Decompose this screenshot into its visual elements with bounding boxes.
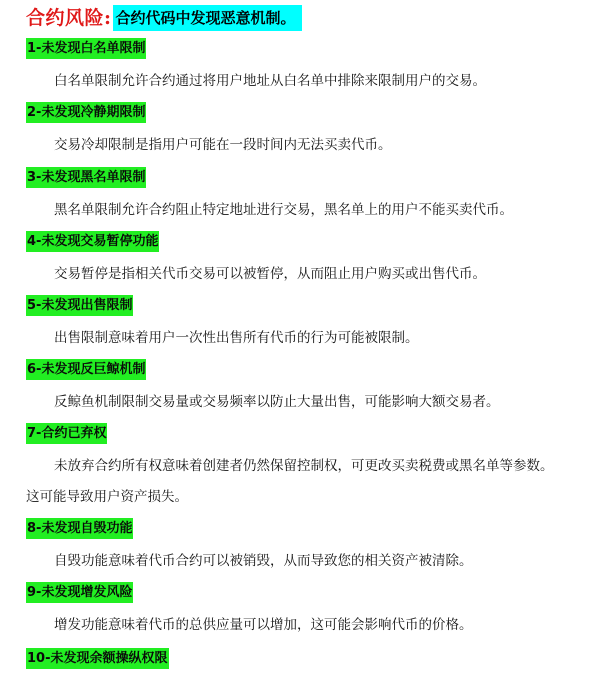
item-heading-4: 4-未发现交易暂停功能 — [26, 231, 159, 252]
item-text-5: 出售限制意味着用户一次性出售所有代币的行为可能被限制。 — [54, 330, 419, 346]
item-text-1: 白名单限制允许合约通过将用户地址从白名单中排除来限制用户的交易。 — [54, 73, 486, 89]
item-heading-9: 9-未发现增发风险 — [26, 582, 133, 603]
item-text-3: 黑名单限制允许合约阻止特定地址进行交易，黑名单上的用户不能买卖代币。 — [54, 202, 513, 218]
item-heading-7: 7-合约已弃权 — [26, 423, 107, 444]
document-title — [26, 5, 302, 31]
item-heading-3: 3-未发现黑名单限制 — [26, 167, 146, 188]
item-heading-5: 5-未发现出售限制 — [26, 295, 133, 316]
item-heading-8: 8-未发现自毁功能 — [26, 518, 133, 539]
item-heading-10: 10-未发现余额操纵权限 — [26, 648, 169, 669]
item-text-6: 反鲸鱼机制限制交易量或交易频率以防止大量出售，可能影响大额交易者。 — [54, 394, 500, 410]
item-text-4: 交易暂停是指相关代币交易可以被暂停，从而阻止用户购买或出售代币。 — [54, 266, 486, 282]
item-text-7: 未放弃合约所有权意味着创建者仍然保留控制权，可更改买卖税费或黑名单等参数。 — [54, 458, 554, 474]
risk-category-label: 合约风险: — [26, 7, 112, 29]
item-text-7-continued: 这可能导致用户资产损失。 — [26, 489, 188, 505]
item-text-8: 自毁功能意味着代币合约可以被销毁，从而导致您的相关资产被清除。 — [54, 553, 473, 569]
item-heading-6: 6-未发现反巨鲸机制 — [26, 359, 146, 380]
item-text-9: 增发功能意味着代币的总供应量可以增加，这可能会影响代币的价格。 — [54, 617, 473, 633]
item-text-2: 交易冷却限制是指用户可能在一段时间内无法买卖代币。 — [54, 137, 392, 153]
item-heading-1: 1-未发现白名单限制 — [26, 38, 146, 59]
risk-summary-highlight: 合约代码中发现恶意机制。 — [113, 5, 302, 31]
item-heading-2: 2-未发现冷静期限制 — [26, 102, 146, 123]
